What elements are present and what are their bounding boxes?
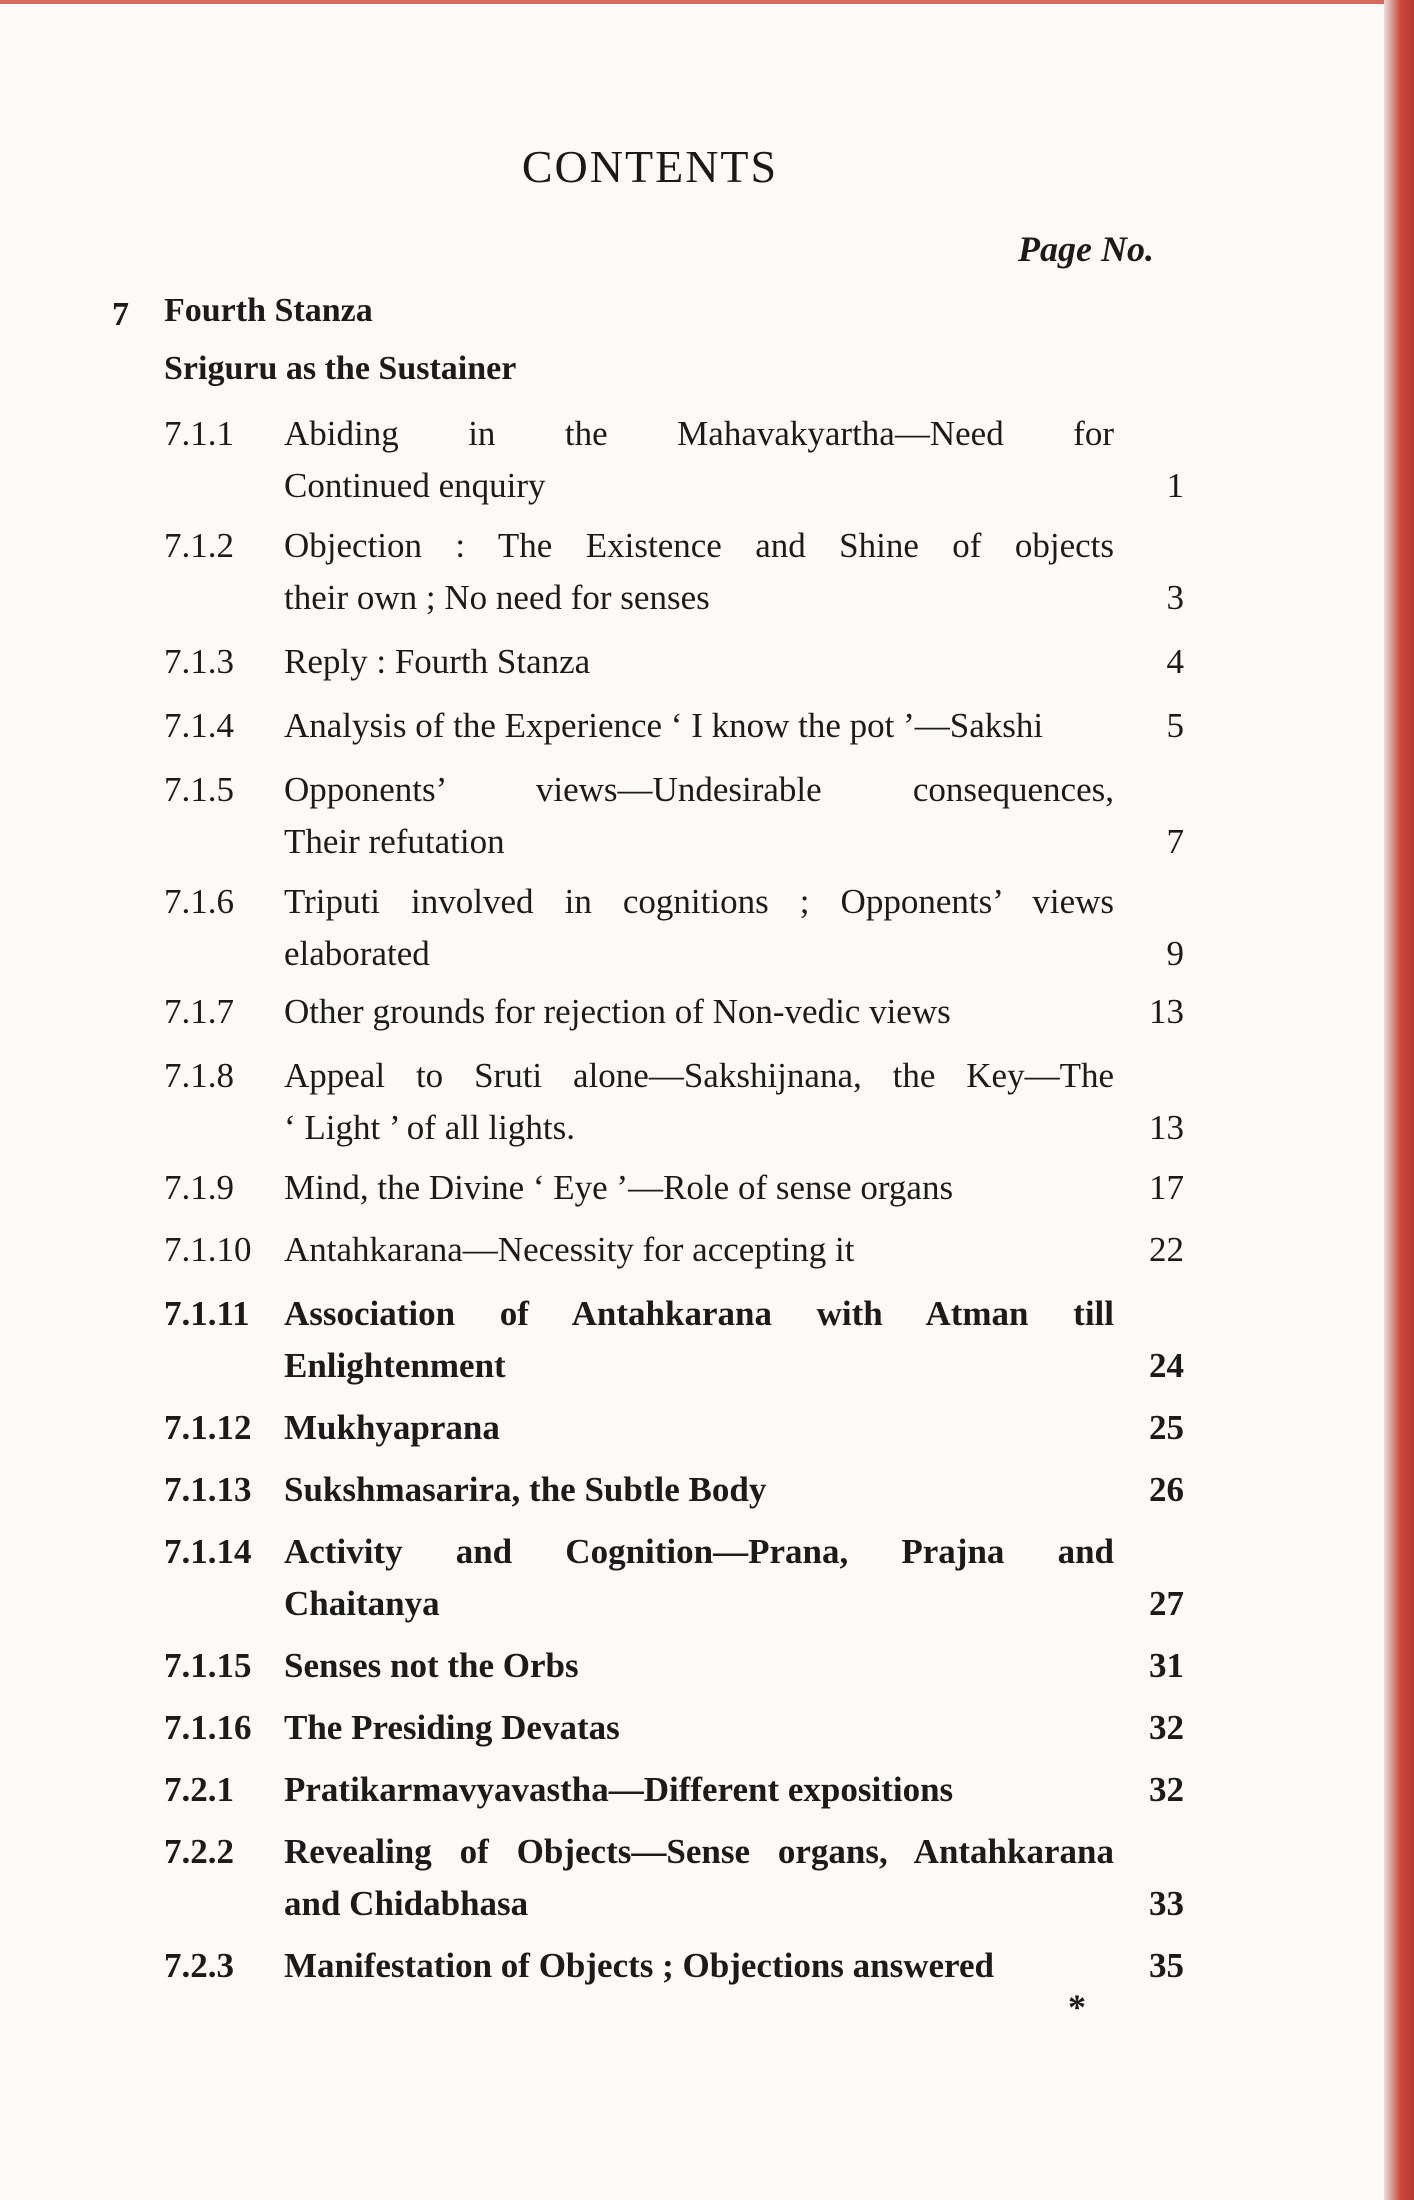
toc-entry-number: 7.1.3 xyxy=(164,642,234,681)
toc-entry-title-line: Objection : The Existence and Shine of objects xyxy=(284,526,1114,565)
toc-entry-page-number: 32 xyxy=(1149,1708,1184,1747)
toc-entry-page-number: 3 xyxy=(1166,578,1184,617)
toc-entry-page-number: 13 xyxy=(1149,1108,1184,1147)
toc-entry-title-line: elaborated xyxy=(284,934,430,973)
toc-entry-number: 7.1.2 xyxy=(164,526,234,565)
toc-entry-title xyxy=(284,1764,1114,1816)
toc-entry-page-number: 24 xyxy=(1149,1346,1184,1385)
chapter-title: Fourth Stanza xyxy=(164,292,373,329)
toc-entry-title xyxy=(284,1526,1114,1630)
toc-entry-page-number: 32 xyxy=(1149,1770,1184,1809)
toc-entry-page-number: 9 xyxy=(1166,934,1184,973)
toc-entry-number: 7.2.3 xyxy=(164,1946,234,1985)
toc-entry-title-line: Enlightenment xyxy=(284,1346,506,1385)
toc-entry-number: 7.1.11 xyxy=(164,1294,250,1333)
toc-entry-title-line: Analysis of the Experience ‘ I know the pot ’—Sakshi xyxy=(284,706,1044,745)
toc-entry-title-line: Opponents’ views—Undesirable consequences, xyxy=(284,770,1114,809)
toc-entry-number: 7.1.5 xyxy=(164,770,234,809)
toc-entry-page-number: 25 xyxy=(1149,1408,1184,1447)
toc-entry-title-line: Triputi involved in cognitions ; Opponents’ views xyxy=(284,882,1114,921)
toc-entry-number: 7.2.1 xyxy=(164,1770,234,1809)
toc-entry-number: 7.1.1 xyxy=(164,414,234,453)
toc-entry-title-line: Sukshmasarira, the Subtle Body xyxy=(284,1470,767,1509)
toc-entry-title-line: and Chidabhasa xyxy=(284,1884,529,1923)
toc-entry-number: 7.1.15 xyxy=(164,1646,252,1685)
toc-entry-page-number: 31 xyxy=(1149,1646,1184,1685)
toc-entry-number: 7.2.2 xyxy=(164,1832,234,1871)
page-number-column-label: Page No. xyxy=(1018,229,1154,269)
toc-entry-number: 7.1.16 xyxy=(164,1708,252,1747)
toc-entry-title-line: Appeal to Sruti alone—Sakshijnana, the Key—The xyxy=(284,1056,1114,1095)
page-edge xyxy=(1384,0,1414,2200)
toc-entry-title xyxy=(284,986,1114,1038)
toc-entry-title-line: Their refutation xyxy=(284,822,505,861)
toc-entry-title-line: Senses not the Orbs xyxy=(284,1646,579,1685)
toc-entry-title-line: ‘ Light ’ of all lights. xyxy=(284,1108,575,1147)
toc-entry-page-number: 33 xyxy=(1149,1884,1184,1923)
end-mark: * xyxy=(1068,1987,1086,2027)
toc-entry-title xyxy=(284,700,1114,752)
toc-entry-number: 7.1.9 xyxy=(164,1168,234,1207)
toc-entry-page-number: 1 xyxy=(1166,466,1184,505)
toc-entry-title xyxy=(284,764,1114,868)
chapter-number: 7 xyxy=(112,296,129,333)
toc-entry-title xyxy=(284,1826,1114,1930)
toc-entry-page-number: 5 xyxy=(1166,706,1184,745)
toc-entry-number: 7.1.12 xyxy=(164,1408,252,1447)
toc-entry-title xyxy=(284,636,1114,688)
toc-entry-title-line: Mukhyaprana xyxy=(284,1408,500,1447)
toc-entry-page-number: 13 xyxy=(1149,992,1184,1031)
toc-entry-page-number: 7 xyxy=(1166,822,1184,861)
toc-entry-title xyxy=(284,876,1114,980)
toc-entry-page-number: 26 xyxy=(1149,1470,1184,1509)
toc-entry-number: 7.1.6 xyxy=(164,882,234,921)
toc-entry-title xyxy=(284,1402,1114,1454)
toc-entry-title-line: Reply : Fourth Stanza xyxy=(284,642,591,681)
toc-entry-title-line: Other grounds for rejection of Non-vedic views xyxy=(284,992,951,1031)
toc-entry-number: 7.1.4 xyxy=(164,706,234,745)
toc-entry-title-line: The Presiding Devatas xyxy=(284,1708,620,1747)
toc-entry-title-line: Antahkarana—Necessity for accepting it xyxy=(284,1230,855,1269)
toc-entry-page-number: 27 xyxy=(1149,1584,1184,1623)
toc-entry-title-line: Mind, the Divine ‘ Eye ’—Role of sense organs xyxy=(284,1168,954,1207)
toc-entry-number: 7.1.13 xyxy=(164,1470,252,1509)
toc-entry-title-line: Chaitanya xyxy=(284,1584,440,1623)
toc-entry-title xyxy=(284,408,1114,512)
toc-entry-title-line: their own ; No need for senses xyxy=(284,578,710,617)
toc-entry-title-line: Pratikarmavyavastha—Different expositions xyxy=(284,1770,954,1809)
toc-entry-number: 7.1.8 xyxy=(164,1056,234,1095)
toc-entry-title-line: Revealing of Objects—Sense organs, Antahkarana xyxy=(284,1832,1114,1871)
toc-entry-title xyxy=(284,520,1114,624)
toc-entry-title xyxy=(284,1940,1114,1992)
toc-entry-title-line: Activity and Cognition—Prana, Prajna and xyxy=(284,1532,1114,1571)
chapter-subtitle: Sriguru as the Sustainer xyxy=(164,350,517,387)
toc-entry-title xyxy=(284,1050,1114,1154)
toc-entry-title xyxy=(284,1288,1114,1392)
toc-entry-number: 7.1.7 xyxy=(164,992,234,1031)
toc-entry-number: 7.1.14 xyxy=(164,1532,252,1571)
toc-entry-title xyxy=(284,1702,1114,1754)
page-title: CONTENTS xyxy=(521,141,779,192)
toc-entry-number: 7.1.10 xyxy=(164,1230,252,1269)
toc-entry-title xyxy=(284,1224,1114,1276)
toc-entry-page-number: 35 xyxy=(1149,1946,1184,1985)
toc-entry-title xyxy=(284,1464,1114,1516)
toc-entry-title xyxy=(284,1640,1114,1692)
toc-entry-title xyxy=(284,1162,1114,1214)
toc-entry-title-line: Continued enquiry xyxy=(284,466,546,505)
toc-entry-title-line: Association of Antahkarana with Atman till xyxy=(284,1294,1114,1333)
toc-entry-title-line: Abiding in the Mahavakyartha—Need for xyxy=(284,414,1114,453)
toc-entry-title-line: Manifestation of Objects ; Objections answered xyxy=(284,1946,994,1985)
toc-entry-page-number: 4 xyxy=(1166,642,1184,681)
toc-entry-page-number: 17 xyxy=(1149,1168,1184,1207)
toc-entry-page-number: 22 xyxy=(1149,1230,1184,1269)
